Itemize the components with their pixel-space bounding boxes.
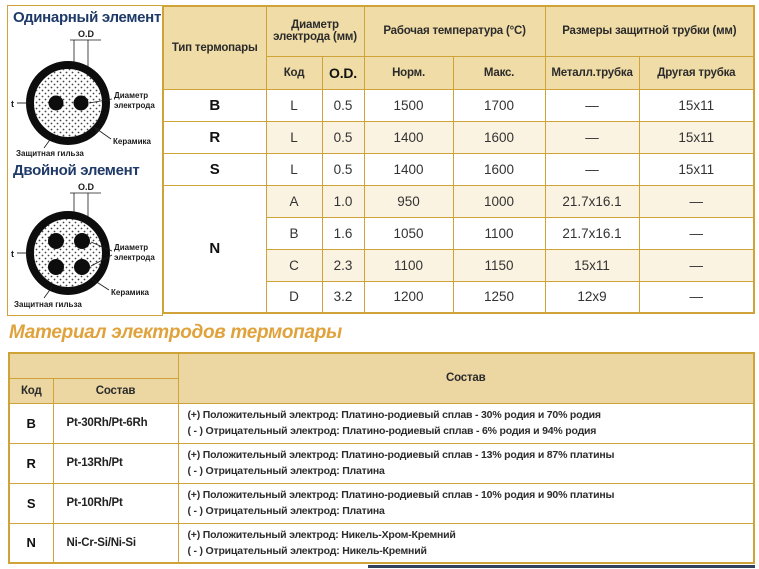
positive-electrode-text: (+) Положительный электрод: Никель-Хром-Кремний (187, 528, 456, 541)
cell-norm: 1050 (364, 217, 453, 249)
cell-max: 1600 (453, 153, 545, 185)
cell-composition: Pt-10Rh/Pt (53, 483, 178, 523)
cell-code: C (266, 249, 322, 281)
header-blank (9, 353, 178, 378)
cell-code: B (266, 217, 322, 249)
cell-composition: Pt-13Rh/Pt (53, 443, 178, 483)
header-other-tube: Другая трубка (639, 56, 754, 89)
od-label: O.D (77, 29, 95, 39)
cell-code: R (9, 443, 53, 483)
header-composition-full: Состав (178, 353, 754, 403)
cell-od: 2.3 (322, 249, 364, 281)
cell-code: L (266, 153, 322, 185)
cell-metal: 21.7x16.1 (545, 185, 639, 217)
cell-other: 15x11 (639, 89, 754, 121)
electrode-dot (74, 233, 90, 249)
cell-type: B (163, 89, 266, 121)
ceramic-label: Керамика (113, 137, 151, 146)
cell-code: D (266, 281, 322, 313)
electrode-dot (49, 96, 64, 111)
electrode-dot (48, 233, 64, 249)
section-title: Материал электродов термопары (9, 322, 342, 343)
cell-norm: 950 (364, 185, 453, 217)
cell-norm: 1400 (364, 153, 453, 185)
cell-max: 1000 (453, 185, 545, 217)
cell-code: L (266, 89, 322, 121)
cell-code: S (9, 483, 53, 523)
electrode-dot (48, 259, 64, 275)
header-code: Код (9, 378, 53, 403)
header-code: Код (266, 56, 322, 89)
negative-electrode-text: ( - ) Отрицательный электрод: Платина (187, 465, 385, 477)
cell-code: A (266, 185, 322, 217)
cell-description (178, 403, 754, 443)
cell-type: R (163, 121, 266, 153)
cell-norm: 1400 (364, 121, 453, 153)
ceramic-fill (34, 219, 102, 287)
cell-metal: 12x9 (545, 281, 639, 313)
cell-composition: Ni-Cr-Si/Ni-Si (53, 523, 178, 563)
cell-other: — (639, 281, 754, 313)
double-element-diagram-icon (8, 179, 162, 311)
table-row (163, 121, 754, 153)
cell-max: 1600 (453, 121, 545, 153)
header-metal-tube: Металл.трубка (545, 56, 639, 89)
header-working-temp: Рабочая температура (°C) (364, 6, 545, 56)
electrode-diameter-label: Диаметр (114, 91, 149, 100)
table-row (9, 443, 754, 483)
ceramic-fill (34, 69, 102, 137)
table-row (163, 89, 754, 121)
header-od: O.D. (322, 56, 364, 89)
cell-metal: 15x11 (545, 249, 639, 281)
t-label: t (11, 99, 14, 109)
negative-electrode-text: ( - ) Отрицательный электрод: Никель-Кремний (187, 544, 427, 557)
header-type: Тип термопары (163, 6, 266, 89)
cell-metal: 21.7x16.1 (545, 217, 639, 249)
od-label: O.D (77, 182, 95, 192)
cell-description (178, 523, 754, 563)
single-element-diagram-icon (8, 26, 162, 159)
cell-max: 1250 (453, 281, 545, 313)
cell-other: — (639, 185, 754, 217)
cell-od: 0.5 (322, 153, 364, 185)
header-electrode-diameter: Диаметр электрода (мм) (266, 6, 364, 56)
cell-other: — (639, 217, 754, 249)
single-element-title: Одинарный элемент (13, 9, 161, 26)
table-header-row (9, 353, 754, 378)
cell-od: 3.2 (322, 281, 364, 313)
double-element-title: Двойной элемент (13, 162, 140, 179)
positive-electrode-text: (+) Положительный электрод: Платино-родиевый сплав - 10% родия и 90% платины (187, 488, 615, 501)
sleeve-label: Защитная гильза (16, 149, 84, 158)
cell-od: 1.0 (322, 185, 364, 217)
cell-norm: 1500 (364, 89, 453, 121)
negative-electrode-text: ( - ) Отрицательный электрод: Платино-родиевый сплав - 6% родия и 94% родия (187, 425, 597, 437)
page-bottom-rule (368, 565, 755, 568)
cell-description (178, 443, 754, 483)
cell-composition: Pt-30Rh/Pt-6Rh (53, 403, 178, 443)
cell-type: N (163, 185, 266, 313)
cell-description (178, 483, 754, 523)
cell-other: — (639, 249, 754, 281)
cell-code: N (9, 523, 53, 563)
electrode-dot (74, 259, 90, 275)
header-composition: Состав (53, 378, 178, 403)
header-norm: Норм. (364, 56, 453, 89)
cell-od: 1.6 (322, 217, 364, 249)
electrode-diameter-label2: электрода (114, 101, 155, 110)
table-row (9, 523, 754, 563)
cell-code: L (266, 121, 322, 153)
header-tube-sizes: Размеры защитной трубки (мм) (545, 6, 754, 56)
cell-code: B (9, 403, 53, 443)
table-row (9, 483, 754, 523)
cell-metal: — (545, 121, 639, 153)
ceramic-label: Керамика (111, 288, 149, 297)
table-header-row (163, 6, 754, 56)
electrode-material-table (8, 352, 755, 564)
electrode-diameter-label2: электрода (114, 253, 155, 262)
positive-electrode-text: (+) Положительный электрод: Платино-родиевый сплав - 30% родия и 70% родия (187, 408, 601, 421)
cell-other: 15x11 (639, 153, 754, 185)
table-row (163, 153, 754, 185)
negative-electrode-text: ( - ) Отрицательный электрод: Платина (187, 505, 385, 517)
table-row (9, 403, 754, 443)
electrode-dot (74, 96, 89, 111)
cell-norm: 1100 (364, 249, 453, 281)
cell-max: 1150 (453, 249, 545, 281)
cell-other: 15x11 (639, 121, 754, 153)
cell-type: S (163, 153, 266, 185)
cell-od: 0.5 (322, 121, 364, 153)
table-row (163, 185, 754, 217)
t-label: t (11, 249, 14, 259)
header-max: Макс. (453, 56, 545, 89)
cell-metal: — (545, 153, 639, 185)
cell-max: 1700 (453, 89, 545, 121)
thermocouple-spec-table (162, 5, 755, 314)
electrode-diameter-label: Диаметр (114, 243, 149, 252)
sleeve-label: Защитная гильза (14, 300, 82, 309)
cell-od: 0.5 (322, 89, 364, 121)
diagram-panel (7, 5, 163, 316)
positive-electrode-text: (+) Положительный электрод: Платино-родиевый сплав - 13% родия и 87% платины (187, 448, 615, 461)
cell-max: 1100 (453, 217, 545, 249)
cell-norm: 1200 (364, 281, 453, 313)
cell-metal: — (545, 89, 639, 121)
